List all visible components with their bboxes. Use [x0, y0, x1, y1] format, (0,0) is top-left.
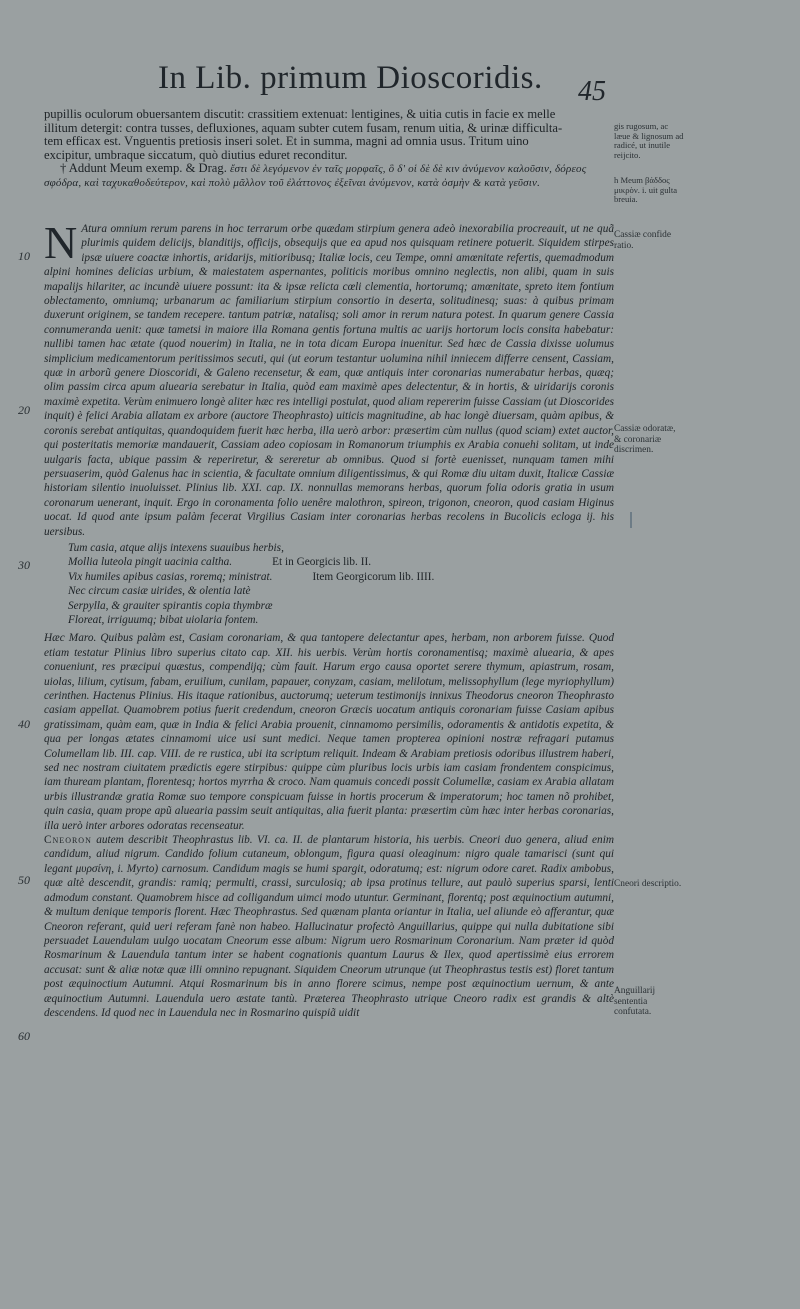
verse-line: Tum casia, atque alijs intexens suauibus herbis, [68, 541, 284, 554]
verse-line: Serpylla, & grauiter spirantis copia thymbræ [68, 599, 273, 612]
verse-line [68, 570, 614, 584]
line-number: 40 [18, 717, 30, 731]
line-number: 60 [18, 1029, 30, 1043]
ink-mark [630, 512, 632, 528]
verse-line [68, 555, 614, 569]
text-line: illitum detergit: contra tusses, defluxiones, aquam subter cutem fusam, renum uitia, & urinæ difficulta- [44, 121, 563, 135]
running-head: In Lib. primum Dioscoridis. [158, 60, 543, 96]
verse-line: Floreat, irriguumq; bibat uiolaria fontem. [68, 613, 259, 626]
addunt-note [44, 162, 612, 177]
addunt-label: † Addunt Meum exemp. & Drag. [60, 162, 227, 176]
paragraph-text: autem describit Theophrastus lib. VI. ca. II. de plantarum historia, his uerbis. Cneori duo genera, aliud enim candidum, aliud nigrum. Candido folium cutaneum, oblongum, figura quasi oleaginum: nigro quale tamarisci (sunt qui legant μυρσίνη, i. Myrto) carnosum. Candidum magis se humi spargit, odoratumq; est: nigrum odore caret. Radix ambobus, quæ altè descendit, grandis: ramiq; permulti, crassi, surculosiq; ab ipsa protinus tellure, aut paulò superius sparsi, lenti admodum constant. Quamobrem hisce ad colligandum uimci modo utuntur. Germinant, florentq; post æquinoctium autumni, & multum denique temporis florent. Hæc Theophrastus. Sed quænam planta oriantur in Italia, uel aliunde eò afferantur, quæ Cneoron referant, quid ueri referam fanè non habeo. Hallucinatur profectò Anguillarius, quippe qui nulla dubitatione sibi persuadet Lauendulam uulgo uocatam Cneorum esse album: Nigrum uero Rosmarinum Coronarium. Nam præter id quòd Rosmarinum & Lauendula tantum inter se habent cognationis quantum Laurus & Ilex, quod apertissimè eius errorem accusat: sunt & aliæ notæ quæ illi omnino repugnant. Siquidem Cneorum utrunque (ut Theophrastus testis est) floret tantum post æquinoctium Autumni. Atqui Rosmarinum bis in anno florere scimus, nempe post æquinoctium uernum, & ante æquinoctium Autumni. Lauendula uero æstate tantù. Præterea Theophrasto utrique Cneoro radix est grandis & altè descendens. Id quod nec in Lauendula nec in Rosmarino quispiã uidit [44, 834, 614, 1019]
greek-text: ἔστι δὲ λεγόμενον ἐν ταῖς μορφαῖς, ὃ δ' οἱ δὲ δὲ κιν ἀνύμενον καλοῦσιν, δόρεος [230, 163, 587, 176]
marginal-note: gis rugosum, ac læue & lignosum ad radicé, ut inutile reijcito. [614, 121, 684, 160]
paragraph: Hæc Maro. Quibus palàm est, Casiam coronariam, & qua tantopere delectantur apes, herbam, non arborem fuisse. Quod etiam testatur Plinius libro superius citato cap. XII. his uerbis. Verùm hortis coronamentisq; maximè aluearia, & apes conueniunt, res præcipui quæstus, compendijq; cùm fauit. Harum ergo causa oportet serere thymum, apiastrum, rosam, uiolas, lilium, cytisum, fabam, eruilium, cunilam, papauer, conyzam, casiam, melilotum, melissophyllum (lege myriophyllum) cerinthen. Hactenus Plinius. His itaque rationibus, auctorumq; ueterum testimonijs innixus Theodorus cneoron Theophrasto casiam appellat. Quamobrem potius fuerit credendum, cneoron Græcis uocatum antiquis coronariam fuisse Casiam apibus gratissimam, quàm eam, quæ in India & felici Arabia prouenit, cinnamomo persimilis, odoramentis & antidotis expetita, & qua per longas ætates cinnamomi uice usi sunt medici. Neque tamen propterea opinioni nostræ refragari putamus Columellam lib. III. cap. VIII. de re rustica, ubi ita scriptum reliquit. Indeam & Arabiam pretiosis odoribus illustrem haberi, sed nec nostram ciuitatem prædictis egere stirpibus: quippe cùm pluribus locis urbis iam casiam frondentem conspicimus, iam thuream plantam, florentesq; hortos myrrha & croco. Nam quamuis concedi possit Columellæ, casiam ex Arabia allatam urbis illustrandæ gratia Romæ suo tempore conspicuam fuisse in hortis procerum & imperatorum; hoc tamen nõ prohibet, quin casia, quam prope apũ aluearia passim seuit antiquitas, alia fuerit planta: præsertim cùm hæc inter herbas coronarias, illa uerò inter arbores odoratas recenseatur. [44, 632, 614, 832]
top-text-block [44, 108, 612, 191]
greek-text: σφόδρα, καὶ ταχυκαθοδεύτερον, καὶ πολὺ μᾶλλον τοῦ ἐλάττονος ἐξεῖναι ἀνύμενον, κατὰ ὀσμὴν & κατὰ γεῦσιν. [44, 176, 541, 189]
line-number: 50 [18, 873, 30, 887]
drop-capital: N [44, 217, 78, 268]
line-number: 10 [18, 249, 30, 263]
marginal-note: h Meum βάδδος μικρὸν. i. uit gulta breuia. [614, 175, 678, 205]
verse-reference: Item Georgicorum lib. IIII. [312, 570, 435, 583]
verse-text: Vix humiles apibus casias, roremq; ministrat. [68, 570, 273, 583]
verse-line: Nec circum casiæ uirides, & olentia latè [68, 585, 251, 598]
marginal-note: Cneori descriptio. [614, 879, 682, 889]
text-line: tem efficax est. Vnguentis pretiosis inseri solet. Et in summa, magni ad omnia usus. Tritum uino [44, 135, 529, 149]
marginal-note: Cassiæ odoratæ, & coronariæ discrimen. [614, 424, 676, 456]
marginal-note: Anguillarij sententia confutata. [614, 986, 656, 1018]
verse-reference: Et in Georgicis lib. II. [272, 556, 372, 569]
line-number: 30 [18, 558, 30, 572]
text-line: pupillis oculorum obuersantem discutit: crassitiem extenuat: lentigines, & uitia cutis in facie ex melle [44, 108, 556, 121]
paragraph: Atura omnium rerum parens in hoc terrarum orbe quædam stirpium genera adeò inexorabilia procreauit, ut ne quã plurimis quidem delicijs, blanditijs, officijs, obsequijs que ea apud nos quisquam retinere potuerit. Siquidem stirpes ipsæ uiuere coactæ inhortis, aridarijs, mitioribusq; Italiæ locis, ceu Tempe, omni amœnitate refertis, quemadmodum alpini homines delicias urbium, & maiestatem aspernantes, politicis moribus omnino neglectis, non alibi, quam in suis mapalijs hilariter, ac incundè uiuere possunt: ita & ipsæ relicta cœli clementia, hortorumq; amœnitate, spreto item fontium oblectamento, omniumq; urbanarum ac familiarium stirpium consortio in deserta, solitudinesq; suas: à quibus primam duxerunt originem, se tandem recepere. tantum patriæ, natalisq; soli amor in rerum natura potest. In quarum genere Cassia connumeranda uenit: quæ tametsi in maiore illa Romana gentis fortuna multis ac uarijs hortorum locis consita habebatur: nullibi tamen hac ætate (quod nouerim) in Italia, ne in tota dicam Europa inuenitur. Sed hæc de Cassia dixisse uolumus simplicium medicamentorum peritissimos secuti, qui (ut eorum testantur uolumina nihil inniecem differre censent, Cassiam, quæ in arborũ genere Dioscoridi, & Galeno recensetur, & eam, quæ antiquis inter coronarias numerabatur herbas, quæq; olim passim circa apum aluearia serebatur in Italia, quòd eam maximè apes delectentur, & in hortis, & uiridarijs coronis maximè expetita. Verùm enimuero longè aliter hæc res intelligi postulat, quod aliam repererim fuisse Cassiam (ut Dioscorides inquit) è felici Arabia allatam ex arbore (auctore Theophrasto) uiticis magnitudine, ab hac longè diuersam, quàm apibus, & coronis serebat antiquitas, quandoquidem fuerit hæc herba, illa uerò arbor: præsertim cùm nullus (quod sciam) extet auctor, qui posteritatis memoriæ mandauerit, Cassiam adeo copiosam in Romanorum triumphis ex Arabia conuehi solitam, ut inde uulgaris facta, ubique passim & reperiretur, & sereretur ab omnibus. Quod si fortè euenisset, nunquam tamen mihi persuaserim, quòd Galenus hac in scientia, & facultate omnium diligentissimus, & qui Romæ diu uitam duxit, Italicæ Cassiæ historiam silentio inuoluisset. Plinius lib. XXI. cap. IX. nonnullas memorans herbas, quorum folia odoris gratia in usum coronarum uenerant, inquit. Ergo in coronamenta folio uenêre malothron, spireon, trigonon, cneoron, quod casiam Higinus uocat. Id quod ante ipsum palàm fecerat Virgilius Casiam inter coronarias herbas recolens in Bucolicis ecloga ij. his uersibus. [44, 223, 615, 538]
verse-quotation [68, 541, 614, 627]
verse-text: Mollia luteola pingit uacinia caltha. [68, 556, 233, 569]
small-caps-term: Cneoron [44, 834, 92, 847]
paragraph [44, 833, 614, 1020]
line-number: 20 [18, 403, 30, 417]
page-number: 45 [578, 76, 606, 107]
marginal-note: Cassiæ confide ratio. [614, 230, 672, 251]
text-line: excipitur, umbraque siccatum, quò diutius eduret reconditur. [44, 148, 348, 162]
commentary-block [44, 217, 615, 1020]
